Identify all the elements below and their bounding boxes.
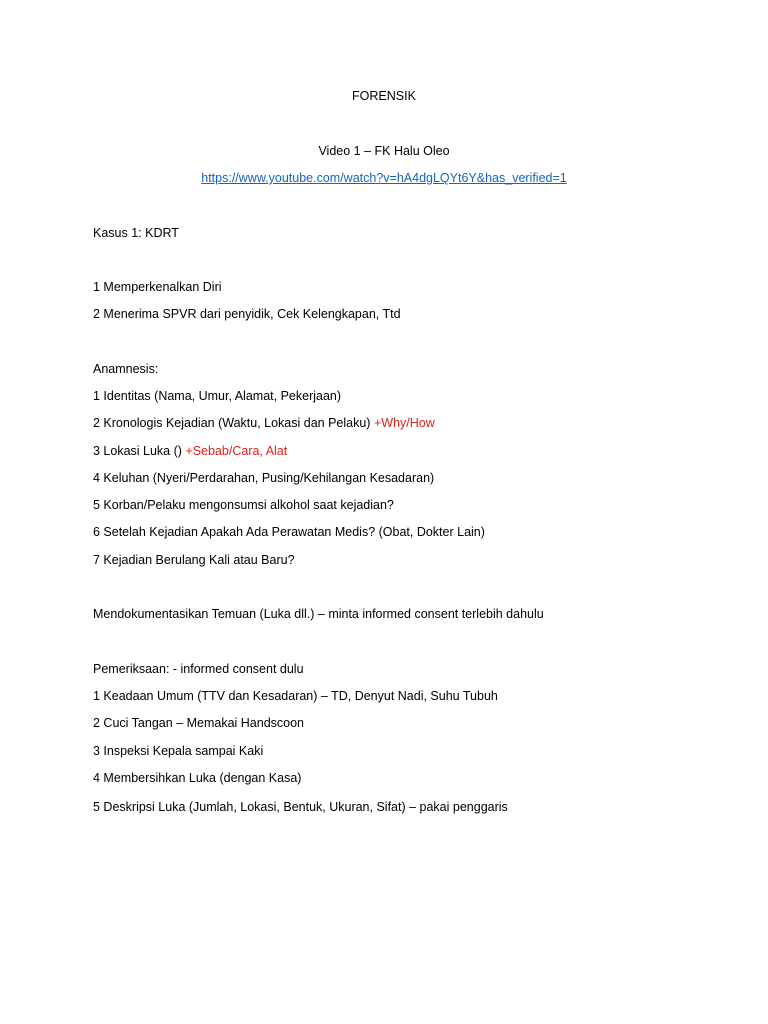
examination-heading: Pemeriksaan: - informed consent dulu	[93, 662, 304, 676]
intro-step-2: 2 Menerima SPVR dari penyidik, Cek Kelengkapan, Ttd	[93, 307, 401, 321]
anamnesis-item-3-note: +Sebab/Cara, Alat	[185, 444, 288, 458]
anamnesis-item-4: 4 Keluhan (Nyeri/Perdarahan, Pusing/Kehilangan Kesadaran)	[93, 471, 435, 485]
examination-item-1: 1 Keadaan Umum (TTV dan Kesadaran) – TD, Denyut Nadi, Suhu Tubuh	[93, 689, 498, 703]
anamnesis-heading: Anamnesis:	[93, 362, 159, 376]
examination-item-3: 3 Inspeksi Kepala sampai Kaki	[93, 744, 264, 758]
anamnesis-item-7: 7 Kejadian Berulang Kali atau Baru?	[93, 553, 295, 567]
anamnesis-item-2-note: +Why/How	[373, 416, 435, 430]
anamnesis-item-1: 1 Identitas (Nama, Umur, Alamat, Pekerjaan)	[93, 389, 342, 403]
anamnesis-item-2	[93, 415, 435, 431]
anamnesis-item-3-text: 3 Lokasi Luka ()	[93, 444, 186, 458]
video-title: Video 1 – FK Halu Oleo	[318, 144, 450, 158]
anamnesis-item-5: 5 Korban/Pelaku mengonsumsi alkohol saat kejadian?	[93, 498, 394, 512]
case-heading: Kasus 1: KDRT	[93, 226, 179, 240]
doc-title: FORENSIK	[352, 89, 416, 103]
examination-item-2: 2 Cuci Tangan – Memakai Handscoon	[93, 716, 305, 730]
video-link[interactable]: https://www.youtube.com/watch?v=hA4dgLQYt6Y&has_verified=1	[201, 171, 567, 185]
anamnesis-item-3	[93, 443, 287, 459]
anamnesis-item-2-text: 2 Kronologis Kejadian (Waktu, Lokasi dan Pelaku)	[93, 416, 374, 430]
anamnesis-item-6: 6 Setelah Kejadian Apakah Ada Perawatan Medis? (Obat, Dokter Lain)	[93, 525, 485, 539]
intro-step-1: 1 Memperkenalkan Diri	[93, 280, 222, 294]
examination-item-4: 4 Membersihkan Luka (dengan Kasa)	[93, 771, 302, 785]
documentation-note: Mendokumentasikan Temuan (Luka dll.) – minta informed consent terlebih dahulu	[93, 607, 544, 621]
examination-item-5: 5 Deskripsi Luka (Jumlah, Lokasi, Bentuk, Ukuran, Sifat) – pakai penggaris	[93, 800, 508, 814]
